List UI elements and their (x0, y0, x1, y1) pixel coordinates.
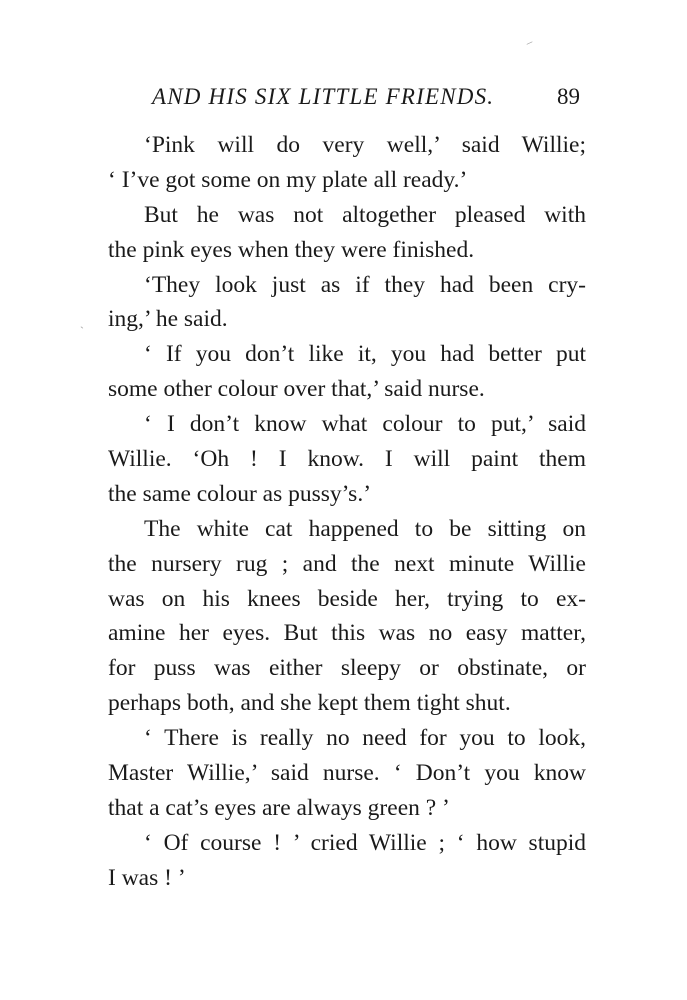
text-line: The white cat happened to be sitting on (144, 515, 586, 542)
text-line: Willie. ‘Oh ! I know. I will paint them (108, 446, 586, 473)
text-line: amine her eyes. But this was no easy matter, (108, 620, 586, 647)
running-title: AND HIS SIX LITTLE FRIENDS. (152, 84, 495, 109)
text-line: the pink eyes when they were finished. (108, 236, 475, 263)
text-line: perhaps both, and she kept them tight shut. (108, 690, 511, 717)
text-line: that a cat’s eyes are always green ? ’ (108, 794, 450, 821)
text-line: the same colour as pussy’s.’ (108, 480, 372, 507)
text-line: ‘They look just as if they had been cry- (144, 271, 586, 298)
text-line: ‘ Of course ! ’ cried Willie ; ‘ how stupid (144, 829, 586, 856)
text-line: was on his knees beside her, trying to ex- (108, 585, 586, 612)
stray-mark: ˎ (80, 315, 84, 329)
text-line: ‘ If you don’t like it, you had better put (144, 341, 586, 368)
text-line: ‘Pink will do very well,’ said Willie; (144, 132, 586, 158)
text-line: Master Willie,’ said nurse. ‘ Don’t you know (108, 760, 586, 787)
stray-mark: – (523, 34, 535, 50)
text-line: ‘ I don’t know what colour to put,’ said (144, 411, 586, 438)
body-text (108, 128, 586, 896)
text-line: for puss was either sleepy or obstinate, or (108, 655, 586, 682)
text-line: ing,’ he said. (108, 306, 228, 333)
text-line: But he was not altogether pleased with (144, 201, 586, 228)
text-line: ‘ There is really no need for you to look, (144, 725, 586, 752)
text-line: ‘ I’ve got some on my plate all ready.’ (108, 166, 468, 193)
text-line: the nursery rug ; and the next minute Willie (108, 550, 586, 577)
page-number: 89 (557, 84, 580, 109)
text-line: I was ! ’ (108, 864, 186, 891)
running-head (108, 80, 586, 114)
text-line: some other colour over that,’ said nurse. (108, 376, 485, 403)
